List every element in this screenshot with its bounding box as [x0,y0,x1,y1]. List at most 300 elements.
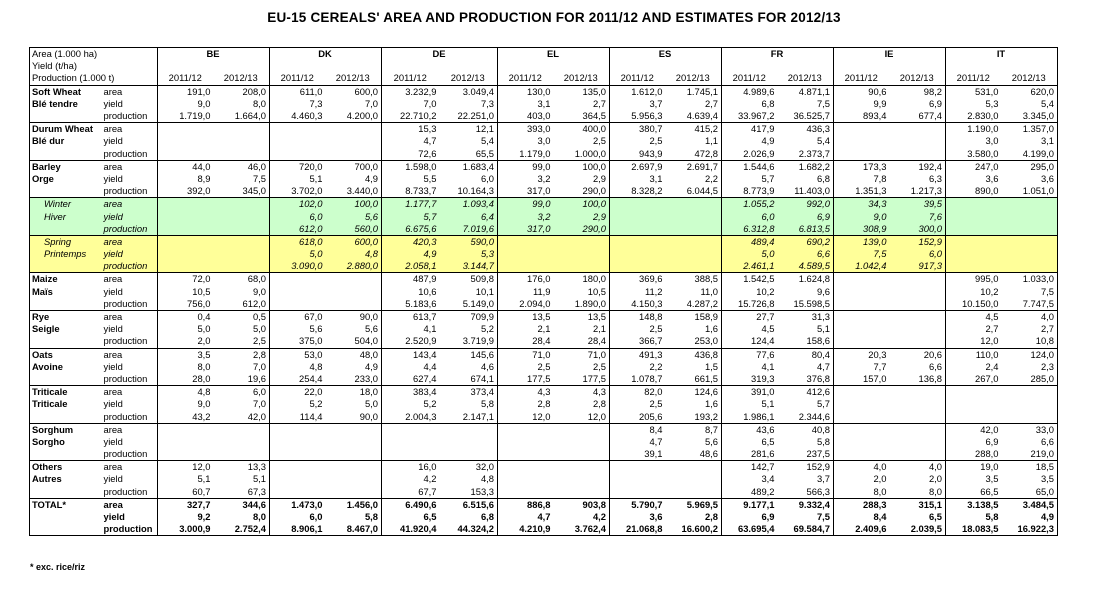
value-cell: 8,0 [928,485,942,497]
value-cell: 8.906,1 [270,523,326,536]
value-cell: 4.639,4 [686,110,718,122]
value-cell: 3.090,0 [270,260,326,273]
value-cell: 1.473,0 [270,498,326,511]
value-cell: 5.183,6 [382,298,440,311]
table-row [30,248,1058,260]
value-cell: 145,6 [440,348,498,361]
value-cell [666,223,722,236]
value-cell [214,135,270,147]
value-cell: 6,0 [480,172,494,184]
value-cell [326,286,382,298]
measure-label: area [102,423,158,436]
value-cell: 5,4 [480,135,494,147]
value-cell: 110,0 [946,348,1002,361]
value-cell [666,210,722,222]
value-cell: 2,5 [252,335,266,347]
value-cell: 6,0 [270,511,326,523]
value-cell [610,198,666,211]
crop-label: Seigle [30,323,102,335]
value-cell: 2,2 [610,361,666,373]
value-cell: 22,0 [270,386,326,399]
unit-label-yield: Yield (t/ha) [30,60,158,72]
value-cell [890,436,946,448]
value-cell: 100,0 [554,198,610,211]
value-cell: 7,0 [252,360,266,372]
value-cell: 11,9 [498,286,554,298]
value-cell: 281,6 [722,448,778,461]
value-cell: 4.200,0 [346,110,378,122]
value-cell: 3.719,9 [462,335,494,347]
value-cell: 21.068,8 [610,523,666,536]
value-cell [158,436,214,448]
value-cell: 6.312,8 [722,223,778,236]
crop-label: Blé dur [30,135,102,147]
value-cell: 674,1 [470,372,494,384]
value-cell [834,298,890,311]
value-cell: 1.890,0 [574,297,606,309]
table-row [30,298,1058,311]
value-cell: 5,3 [946,98,1002,110]
table-row [30,523,1058,536]
value-cell: 2.039,5 [890,523,946,536]
value-cell: 139,0 [834,235,890,248]
value-cell: 65,0 [1002,486,1058,499]
crop-label [30,373,102,386]
value-cell: 1.598,0 [382,160,440,173]
value-cell: 8,0 [834,486,890,499]
value-cell: 9,0 [158,98,214,110]
value-cell [554,235,610,248]
value-cell: 7,6 [890,210,946,222]
value-cell: 82,0 [610,386,666,399]
value-cell [158,135,214,147]
value-cell: 67,7 [382,486,440,499]
measure-label: yield [103,323,123,335]
value-cell [610,473,666,485]
value-cell: 375,0 [270,335,326,348]
value-cell [1002,410,1058,423]
value-cell: 6.490,6 [382,498,440,511]
value-cell: 20,3 [834,348,890,361]
value-cell [440,423,498,436]
value-cell: 77,6 [722,348,778,361]
measure-label: production [103,185,148,197]
measure-label: production [102,260,158,273]
crop-label: Triticale [30,386,102,399]
value-cell [834,273,890,286]
value-cell: 7,5 [834,248,890,260]
country-header: IT [946,48,1058,61]
value-cell: 612,0 [242,297,266,309]
value-cell: 157,0 [834,373,890,386]
measure-label: production [103,297,148,309]
value-cell: 27,7 [722,310,778,323]
value-cell [834,448,890,461]
year-header: 2011/12 [834,72,890,85]
value-cell: 124,4 [722,335,778,348]
value-cell: 2,5 [592,360,606,372]
value-cell: 3,2 [498,210,554,222]
value-cell: 3,4 [722,473,778,485]
table-row [30,511,1058,523]
footnote: * exc. rice/riz [30,562,86,572]
value-cell: 10,2 [946,286,1002,298]
year-header: 2011/12 [382,72,440,85]
value-cell [890,148,946,161]
value-cell [158,448,214,461]
value-cell: 4,9 [364,172,378,184]
value-cell [270,461,326,474]
value-cell: 285,0 [1002,373,1058,386]
value-cell: 373,4 [440,386,498,399]
value-cell [554,473,610,485]
measure-label: area [102,160,158,173]
measure-label: production [103,372,148,384]
value-cell [270,135,326,147]
value-cell: 420,3 [382,235,440,248]
value-cell [890,448,946,461]
value-cell: 380,7 [610,123,666,136]
value-cell: 1,5 [704,360,718,372]
value-cell [666,235,722,248]
table-row [30,335,1058,348]
value-cell: 4,6 [480,360,494,372]
measure-label: production [103,335,148,347]
value-cell: 60,7 [158,486,214,499]
value-cell: 205,6 [610,410,666,423]
table-row [30,410,1058,423]
value-cell: 18,0 [326,386,382,399]
crop-label: Durum Wheat [30,123,102,136]
crop-label: Rye [30,310,102,323]
value-cell [498,486,554,499]
value-cell [214,210,270,222]
measure-label: production [103,448,148,460]
value-cell [1002,398,1058,410]
measure-label: area [102,235,158,248]
value-cell: 6,9 [722,511,778,523]
value-cell [554,486,610,499]
value-cell: 9,0 [834,210,890,222]
value-cell: 4,0 [1002,310,1058,323]
value-cell: 5,1 [816,323,830,335]
value-cell: 3.144,7 [440,260,498,273]
value-cell: 3,7 [610,98,666,110]
value-cell: 3.049,4 [440,85,498,98]
value-cell: 4,1 [722,361,778,373]
value-cell [498,473,554,485]
value-cell: 100,0 [554,160,610,173]
value-cell: 5,1 [158,473,214,485]
value-cell: 6,4 [440,210,498,222]
year-header: 2011/12 [610,72,666,85]
value-cell: 3.580,0 [946,148,1002,161]
value-cell: 415,2 [666,123,722,136]
value-cell: 3,6 [946,173,1002,185]
value-cell [946,223,1002,236]
value-cell: 5,4 [816,135,830,147]
crop-label [30,223,102,236]
value-cell: 11,0 [700,285,718,297]
value-cell: 4.460,3 [270,110,326,123]
crop-label: Triticale [30,398,102,410]
value-cell: 613,7 [382,310,440,323]
value-cell: 191,0 [158,85,214,98]
value-cell: 2.409,6 [834,523,890,536]
value-cell: 16.922,3 [1002,523,1058,536]
value-cell: 391,0 [722,386,778,399]
value-cell: 4,8 [326,248,382,260]
crop-label: Oats [30,348,102,361]
value-cell: 4,3 [498,386,554,399]
value-cell [214,123,270,136]
measure-label: area [102,85,158,98]
value-cell: 69.584,7 [778,523,834,536]
value-cell: 8,0 [252,511,266,523]
value-cell: 136,8 [918,372,942,384]
value-cell: 8.467,0 [326,523,382,536]
value-cell: 18,5 [1002,461,1058,474]
value-cell: 3,5 [946,473,1002,485]
crop-label [30,260,102,273]
year-header: 2012/13 [335,72,370,84]
value-cell: 1.078,7 [610,373,666,386]
value-cell: 2.147,1 [462,410,494,422]
table-row [30,473,1058,485]
value-cell: 3,2 [498,173,554,185]
measure-label: yield [103,285,123,297]
value-cell: 4,0 [890,461,946,474]
value-cell: 890,0 [946,185,1002,198]
table-row [30,310,1058,323]
value-cell: 5,8 [480,398,494,410]
value-cell: 19,0 [946,461,1002,474]
value-cell [834,123,890,136]
value-cell: 2,5 [592,135,606,147]
value-cell: 5,2 [270,398,326,410]
value-cell: 661,5 [694,372,718,384]
value-cell: 886,8 [498,498,554,511]
value-cell [666,260,722,273]
value-cell: 1.000,0 [574,147,606,159]
table-row [30,498,1058,511]
value-cell: 4,5 [722,323,778,335]
value-cell: 2.344,6 [798,410,830,422]
value-cell [440,448,498,461]
value-cell: 5,6 [364,323,378,335]
table-row [30,185,1058,198]
value-cell: 4,9 [382,248,440,260]
value-cell: 2,8 [704,511,718,523]
value-cell: 67,0 [270,310,326,323]
value-cell: 2,8 [592,398,606,410]
value-cell: 7,3 [270,98,326,110]
value-cell: 472,8 [694,147,718,159]
value-cell: 48,0 [326,348,382,361]
value-cell: 10,6 [382,286,440,298]
value-cell: 5,5 [382,173,440,185]
crop-label: Sorghum [30,423,102,436]
value-cell: 36.525,7 [793,110,830,122]
value-cell: 4.287,2 [686,297,718,309]
value-cell [610,248,666,260]
table-row [30,423,1058,436]
value-cell [498,235,554,248]
value-cell: 1.357,0 [1002,123,1058,136]
value-cell [326,486,382,499]
crop-label: Others [30,461,102,474]
measure-label: yield [103,172,123,184]
value-cell: 1.664,0 [234,110,266,122]
value-cell [158,198,214,211]
value-cell: 4.150,3 [610,298,666,311]
value-cell: 12,0 [946,335,1002,348]
value-cell: 102,0 [270,198,326,211]
table-row [30,361,1058,373]
value-cell: 6,5 [382,511,440,523]
value-cell: 5,0 [158,323,214,335]
value-cell: 2.026,9 [722,148,778,161]
value-cell [158,123,214,136]
measure-label: production [102,523,158,536]
value-cell [890,423,946,436]
value-cell [270,148,326,161]
value-cell: 4,8 [480,473,494,485]
value-cell: 158,6 [806,335,830,347]
value-cell: 39,5 [890,198,946,211]
value-cell: 4,8 [158,386,214,399]
value-cell: 42,0 [946,423,1002,436]
value-cell: 6,5 [928,511,942,523]
value-cell: 2.880,0 [326,260,382,273]
value-cell: 2,0 [834,473,890,485]
value-cell: 99,0 [498,160,554,173]
value-cell: 3,5 [1002,473,1058,485]
value-cell: 2,0 [158,335,214,348]
table-row [30,110,1058,123]
value-cell: 489,4 [722,235,778,248]
value-cell: 893,4 [834,110,890,123]
value-cell [554,436,610,448]
value-cell [158,148,214,161]
value-cell: 5,1 [722,398,778,410]
value-cell: 7.747,5 [1002,298,1058,311]
value-cell: 180,0 [554,273,610,286]
value-cell: 32,0 [440,461,498,474]
measure-label: yield [103,97,123,109]
value-cell [946,260,1002,273]
value-cell [326,123,382,136]
value-cell: 10,8 [1002,335,1058,348]
value-cell: 158,9 [666,310,722,323]
measure-label: yield [103,511,125,523]
country-header: DE [382,48,498,61]
table-row [30,123,1058,136]
value-cell: 2.752,4 [214,523,270,536]
value-cell [498,423,554,436]
value-cell: 3,0 [498,135,554,147]
value-cell [666,248,722,260]
value-cell: 327,7 [158,498,214,511]
value-cell: 2,5 [610,323,666,335]
value-cell [834,286,890,298]
country-header: FR [722,48,834,61]
value-cell [270,436,326,448]
value-cell [834,398,890,410]
value-cell: 290,0 [554,223,610,236]
value-cell: 44,0 [158,160,214,173]
value-cell: 2.094,0 [498,298,554,311]
value-cell: 177,5 [498,373,554,386]
value-cell: 9,2 [158,511,214,523]
value-cell: 6,8 [722,98,778,110]
crop-label [30,410,102,423]
value-cell: 5,6 [704,435,718,447]
year-header: 2012/13 [450,72,485,84]
value-cell: 193,2 [694,410,718,422]
value-cell: 7.019,6 [440,223,498,236]
value-cell: 319,3 [722,373,778,386]
value-cell [1002,198,1058,211]
value-cell: 5,8 [946,511,1002,523]
value-cell: 590,0 [440,235,498,248]
value-cell: 219,0 [1002,448,1058,461]
value-cell: 992,0 [778,198,834,211]
value-cell: 1.033,0 [1002,273,1058,286]
value-cell [554,260,610,273]
measure-label: yield [103,435,123,447]
value-cell: 46,0 [214,160,270,173]
country-header: ES [610,48,722,61]
value-cell: 6,9 [946,436,1002,448]
value-cell: 436,8 [666,348,722,361]
value-cell: 43,6 [722,423,778,436]
measure-label: area [102,386,158,399]
table-row [30,323,1058,335]
unit-label-area: Area (1.000 ha) [30,48,158,61]
value-cell: 8,9 [158,173,214,185]
value-cell: 7,7 [834,361,890,373]
value-cell [890,298,946,311]
value-cell [946,235,1002,248]
value-cell: 5.956,3 [610,110,666,123]
value-cell: 16.600,2 [666,523,722,536]
value-cell [326,473,382,485]
value-cell: 566,3 [806,485,830,497]
value-cell [610,223,666,236]
value-cell [382,448,440,461]
value-cell [270,473,326,485]
value-cell: 53,0 [270,348,326,361]
value-cell: 3.000,9 [158,523,214,536]
year-header: 2011/12 [498,72,554,85]
value-cell: 5,3 [440,248,498,260]
value-cell: 392,0 [158,185,214,198]
value-cell: 192,4 [890,160,946,173]
value-cell: 9,0 [158,398,214,410]
value-cell: 100,0 [326,198,382,211]
value-cell: 295,0 [1002,160,1058,173]
value-cell: 1.542,5 [722,273,778,286]
year-header: 2011/12 [722,72,778,85]
crop-label: Orge [30,173,102,185]
value-cell: 2,8 [498,398,554,410]
value-cell: 0,4 [158,310,214,323]
value-cell: 1.719,0 [158,110,214,123]
value-cell: 4,2 [382,473,440,485]
value-cell: 388,5 [666,273,722,286]
value-cell: 6,0 [890,248,946,260]
